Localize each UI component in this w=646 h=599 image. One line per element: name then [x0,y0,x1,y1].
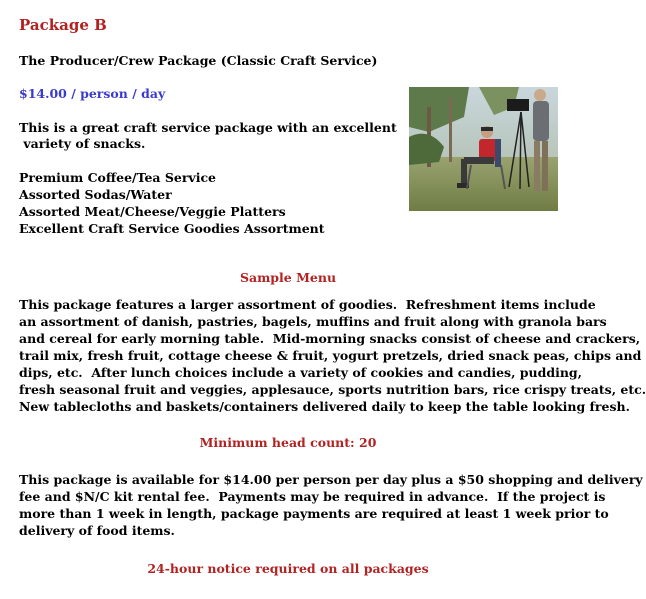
sample-menu-heading: Sample Menu [239,270,337,285]
package-item: Assorted Sodas/Water [19,187,172,202]
package-intro: This is a great craft service package with an excellent variety of snacks. [19,120,397,151]
package-price: $14.00 / person / day [19,86,166,101]
minimum-head-count: Minimum head count: 20 [199,435,377,450]
package-title: Package B [19,16,107,34]
notice-requirement: 24-hour notice required on all packages [147,561,429,576]
sample-menu-description: This package features a larger assortment of goodies. Refreshment items include an assortment of danish, pastries, bagels, muffins and fruit along with granola bars and cereal for early morning table. Mid-morning snacks consist of cheese and crackers, trail mix, fresh fruit, cottage cheese & fruit, yogurt pretzels, dried snack peas, chips and dips, etc. After lunch choices include a variety of cookies and candies, pudding, fresh seasonal fruit and veggies, applesauce, sports nutrition bars, rice crispy treats, etc. New tablecloths and baskets/containers delivered daily to keep the table looking fresh. [19,297,646,414]
photo-illustration [409,87,558,211]
package-item: Excellent Craft Service Goodies Assortment [19,221,325,236]
package-item: Assorted Meat/Cheese/Veggie Platters [19,204,286,219]
package-items-list [19,169,325,237]
package-subtitle: The Producer/Crew Package (Classic Craft Service) [19,53,378,68]
pricing-terms: This package is available for $14.00 per person per day plus a $50 shopping and delivery fee and $N/C kit rental fee. Payments may be required in advance. If the project is more than 1 week in length, package payments are required at least 1 week prior to delivery of food items. [19,472,643,538]
package-item: Premium Coffee/Tea Service [19,170,217,185]
craft-service-photo [409,87,558,211]
